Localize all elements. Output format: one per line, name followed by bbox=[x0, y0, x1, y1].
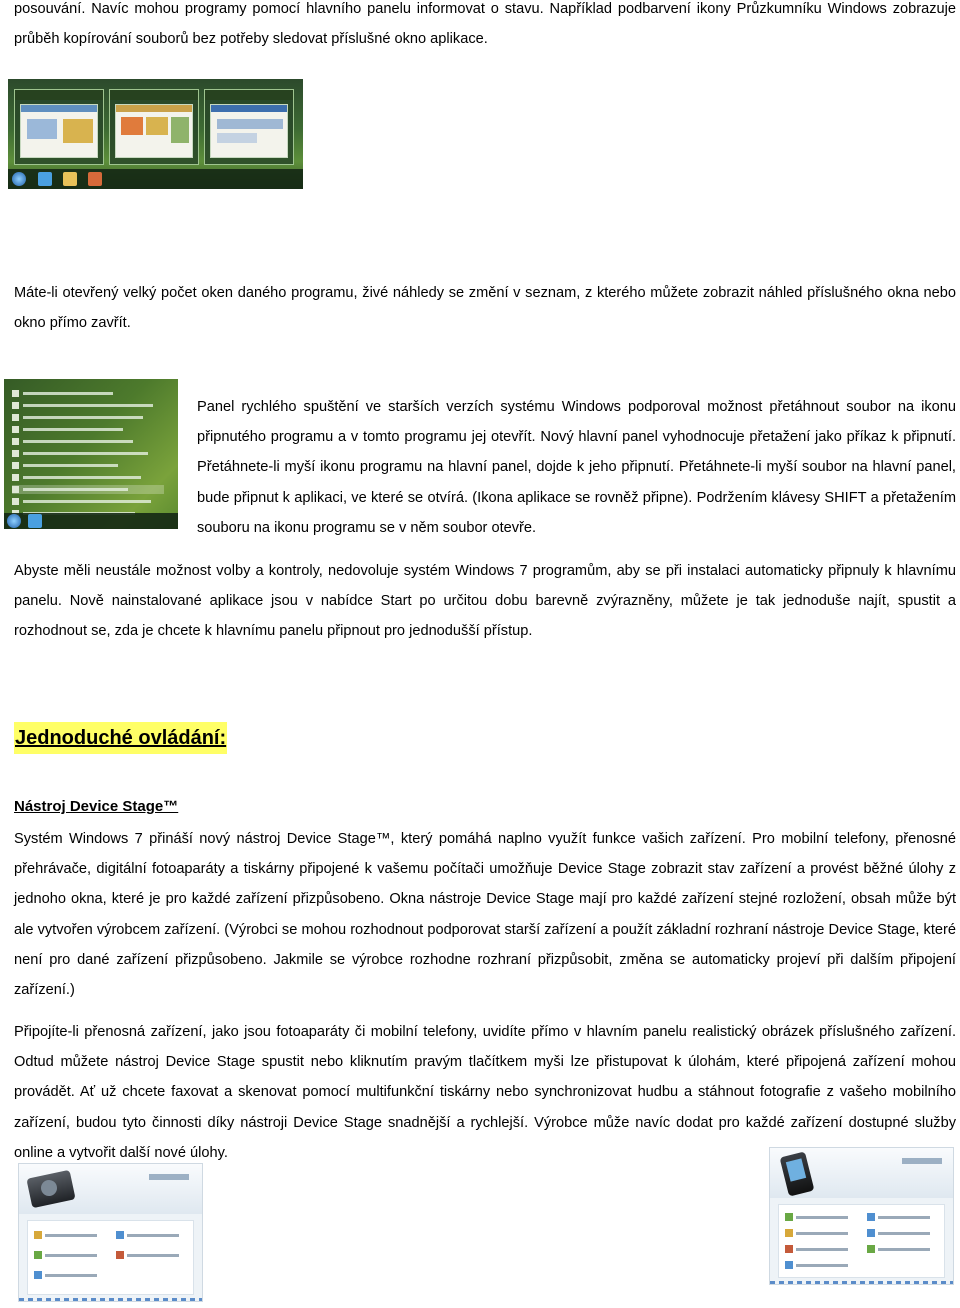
subsection-heading: Nástroj Device Stage™ bbox=[14, 798, 179, 815]
paragraph-device-stage-taskbar: Připojíte-li přenosná zařízení, jako jsou fotoaparáty či mobilní telefony, uvidíte přímo v hlavním panelu realistický obrázek příslušného zařízení. Odtud můžete nástroj Device Stage spustit nebo kliknutím pravým tlačítkem myši lze přistupovat k úlohám, které připojená zařízení mohou provádět. Ať už chcete faxovat a skenovat pomocí multifunkční tiskárny nebo synchronizovat hudbu a stáhnout fotografie z vašeho mobilního zařízení, budou tyto činnosti díky nástroji Device Stage snadnější a rychlejší. Výrobce může navíc dodat pro každé zařízení dostupné služby online a vytvořit další nové úlohy. bbox=[14, 1024, 956, 1161]
device-stage-phone-screenshot bbox=[769, 1147, 954, 1285]
ie-icon bbox=[38, 172, 52, 186]
paragraph-device-stage-intro: Systém Windows 7 přináší nový nástroj Device Stage™, který pomáhá naplno využít funkce vašich zařízení. Pro mobilní telefony, přenosné přehrávače, digitální fotoaparáty a tiskárny připojené k vašemu počítači umožňuje Device Stage zobrazit stav zařízení a provést běžné úlohy z jednoho okna, které je pro každé zařízení přizpůsobeno. Okna nástroje Device Stage mají pro každé zařízení stejné rozložení, obsah může být ale vytvořen výrobcem zařízení. (Výrobci se mohou rozhodnout podporovat starší zařízení a použít základní rozhraní nástroje Device Stage, které není pro dané zařízení přizpůsobeno. Jakmile se výrobce rozhodne rozhraní přizpůsobit, změna se automaticky projeví při dalším připojení zařízení.) bbox=[14, 831, 956, 999]
paragraph-taskbar-status: posouvání. Navíc mohou programy pomocí hlavního panelu informovat o stavu. Například podbarvení ikony Průzkumníku Windows zobrazuje průběh kopírování souborů bez potřeby sledovat příslušné okno aplikace. bbox=[14, 1, 956, 48]
paragraph-live-previews: Máte-li otevřený velký počet oken daného programu, živé náhledy se změní v seznam, z kterého můžete zobrazit náhled příslušného okna nebo okno přímo zavřít. bbox=[14, 285, 956, 332]
explorer-icon bbox=[63, 172, 77, 186]
start-orb-icon-2 bbox=[7, 514, 21, 528]
device-stage-camera-screenshot bbox=[18, 1163, 203, 1302]
paragraph-pinning-control: Abyste měli neustále možnost volby a kontroly, nedovoluje systém Windows 7 programům, aby se při instalaci automaticky připnuly k hlavnímu panelu. Nově nainstalované aplikace jsou v nabídce Start po určitou dobu barevně zvýrazněny, můžete je tak jednoduše najít, spustit a rozhodnout se, zda je chcete k hlavnímu panelu připnout pro jednodušší přístup. bbox=[14, 563, 956, 640]
media-player-icon bbox=[88, 172, 102, 186]
ie-icon-2 bbox=[28, 514, 42, 528]
taskbar-thumbnails-screenshot bbox=[8, 79, 303, 189]
start-orb-icon bbox=[12, 172, 26, 186]
section-heading: Jednoduché ovládání: bbox=[14, 722, 227, 754]
paragraph-quick-launch: Panel rychlého spuštění ve starších verzích systému Windows podporoval možnost přetáhnout soubor na ikonu připnutého programu a v tomto programu jej otevřít. Nový hlavní panel vyhodnocuje přetažení jako příkaz k připnutí. Přetáhnete-li myší ikonu programu na hlavní panel, dojde k jeho připnutí. Přetáhnete-li myší soubor na hlavní panel, bude připnut k aplikaci, ve které se otvírá. (Ikona aplikace se rovněž připne). Podržením klávesy SHIFT a přetažením souboru na ikonu programu se v něm soubor otevře. bbox=[197, 399, 956, 536]
jump-list-screenshot bbox=[4, 379, 178, 529]
